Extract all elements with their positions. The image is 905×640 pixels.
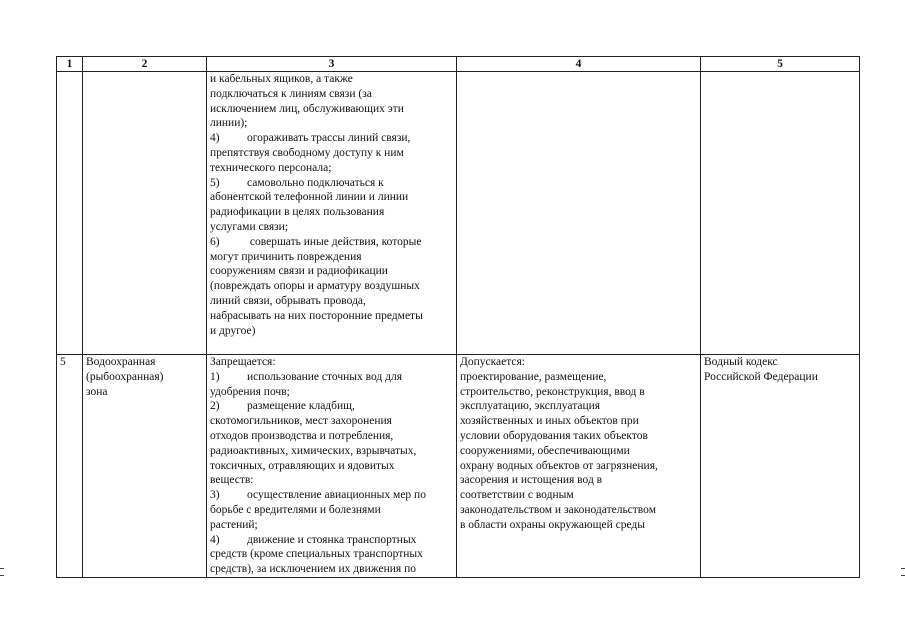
list-item-line — [210, 176, 453, 191]
list-item-line — [210, 488, 453, 503]
list-item-line: радиофикации в целях пользования — [210, 206, 385, 219]
list-item-text: осуществление авиационных мер по — [247, 489, 426, 502]
text-line: исключением лиц, обслуживающих эти — [210, 102, 404, 115]
continued-restrictions — [210, 72, 453, 338]
cell-continued-col1 — [57, 72, 83, 355]
text-line: условии оборудования таких объектов — [460, 429, 648, 442]
text-line: проектирование, размещение, — [460, 370, 607, 383]
list-item-number: 4) — [210, 533, 220, 546]
text-line: законодательством и законодательством — [460, 503, 656, 516]
cell-continued-col3 — [207, 72, 457, 355]
scan-edge-mark-right — [901, 568, 905, 576]
text-line: в области охраны окружающей среды — [460, 518, 645, 531]
list-item-number: 5) — [210, 176, 220, 189]
table-row-continued — [57, 72, 860, 355]
list-item-line — [210, 235, 453, 250]
text-line: зона — [86, 385, 108, 398]
legal-basis-text — [704, 355, 856, 385]
text-line: Российской Федерации — [704, 370, 818, 383]
list-item-line: токсичных, отравляющих и ядовитых — [210, 459, 395, 472]
cell-continued-col2 — [83, 72, 207, 355]
header-col-3: 3 — [207, 57, 457, 72]
list-item-text: движение и стоянка транспортных — [247, 533, 417, 546]
list-item-line: отходов производства и потребления, — [210, 429, 394, 442]
list-item-text: совершать иные действия, которые — [247, 235, 422, 248]
list-item-line: набрасывать на них посторонние предметы — [210, 309, 423, 322]
list-item-text: самовольно подключаться к — [247, 176, 384, 189]
list-item-line: линий связи, обрывать провода, — [210, 294, 366, 307]
list-item-line — [210, 399, 453, 414]
text-line: Допускается: — [460, 356, 525, 368]
table-row-5 — [57, 355, 860, 578]
list-item-line: (повреждать опоры и арматуру воздушных — [210, 280, 420, 293]
text-line: охрану водных объектов от загрязнения, — [460, 459, 658, 472]
cell-row5-legal-basis — [701, 355, 860, 578]
cell-row5-number: 5 — [57, 355, 83, 578]
list-item-line: абонентской телефонной линии и линии — [210, 191, 409, 204]
text-line: (рыбоохранная) — [86, 370, 164, 383]
prohibitions-list — [210, 370, 453, 577]
list-item-line: удобрения почв; — [210, 385, 290, 398]
text-line: подключаться к линиям связи (за — [210, 87, 372, 100]
list-item-number: 1) — [210, 370, 220, 383]
list-item-line: средств), за исключением их движения по — [210, 563, 417, 576]
header-col-2: 2 — [83, 57, 207, 72]
list-item-text: использование сточных вод для — [247, 370, 402, 383]
list-item-line: растений; — [210, 518, 258, 531]
text-line: и кабельных ящиков, а также — [210, 73, 353, 85]
list-item-line: технического персонала; — [210, 161, 332, 174]
scan-edge-mark-left — [0, 568, 4, 576]
text-line: Водоохранная — [86, 356, 156, 368]
text-line: эксплуатацию, эксплуатация — [460, 400, 601, 413]
text-line: строительство, реконструкция, ввод в — [460, 385, 645, 398]
header-row — [57, 57, 860, 72]
cell-row5-prohibitions — [207, 355, 457, 578]
text-line: засорения и истощения вод в — [460, 474, 603, 487]
list-item-line — [210, 533, 453, 548]
list-item-number: 2) — [210, 400, 220, 413]
list-item-text: размещение кладбищ, — [247, 400, 355, 413]
cell-continued-col5 — [701, 72, 860, 355]
text-line: линии); — [210, 117, 248, 130]
header-col-4: 4 — [457, 57, 701, 72]
list-item-line — [210, 370, 453, 385]
list-item-text: огораживать трассы линий связи, — [247, 132, 411, 145]
header-col-5: 5 — [701, 57, 860, 72]
cell-continued-col4 — [457, 72, 701, 355]
list-item-line: средств (кроме специальных транспортных — [210, 548, 423, 561]
document-table — [56, 56, 860, 578]
list-item-line: препятствуя свободному доступу к ним — [210, 146, 404, 159]
list-item-line: скотомогильников, мест захоронения — [210, 415, 392, 428]
list-item-line: радиоактивных, химических, взрывчатых, — [210, 444, 417, 457]
cell-row5-zone-name — [83, 355, 207, 578]
text-line: сооружениями, обеспечивающими — [460, 444, 630, 457]
header-col-1: 1 — [57, 57, 83, 72]
text-line: хозяйственных и иных объектов при — [460, 415, 639, 428]
list-item-number: 4) — [210, 132, 220, 145]
list-item-line: могут причинить повреждения — [210, 250, 362, 263]
list-item-line: сооружениям связи и радиофикации — [210, 265, 388, 278]
list-item-line: и другое) — [210, 324, 256, 337]
text-line: Водный кодекс — [704, 356, 778, 368]
list-item-line: борьбе с вредителями и болезнями — [210, 503, 381, 516]
list-item-line — [210, 131, 453, 146]
permissions-text — [460, 355, 697, 533]
zone-name — [86, 355, 203, 399]
list-item-line: веществ: — [210, 474, 254, 487]
list-item-number: 6) — [210, 235, 220, 248]
cell-row5-permissions — [457, 355, 701, 578]
list-item-line: услугами связи; — [210, 220, 289, 233]
list-item-number: 3) — [210, 489, 220, 502]
text-line: соответствии с водным — [460, 489, 574, 502]
prohibitions-heading: Запрещается: — [210, 356, 276, 368]
